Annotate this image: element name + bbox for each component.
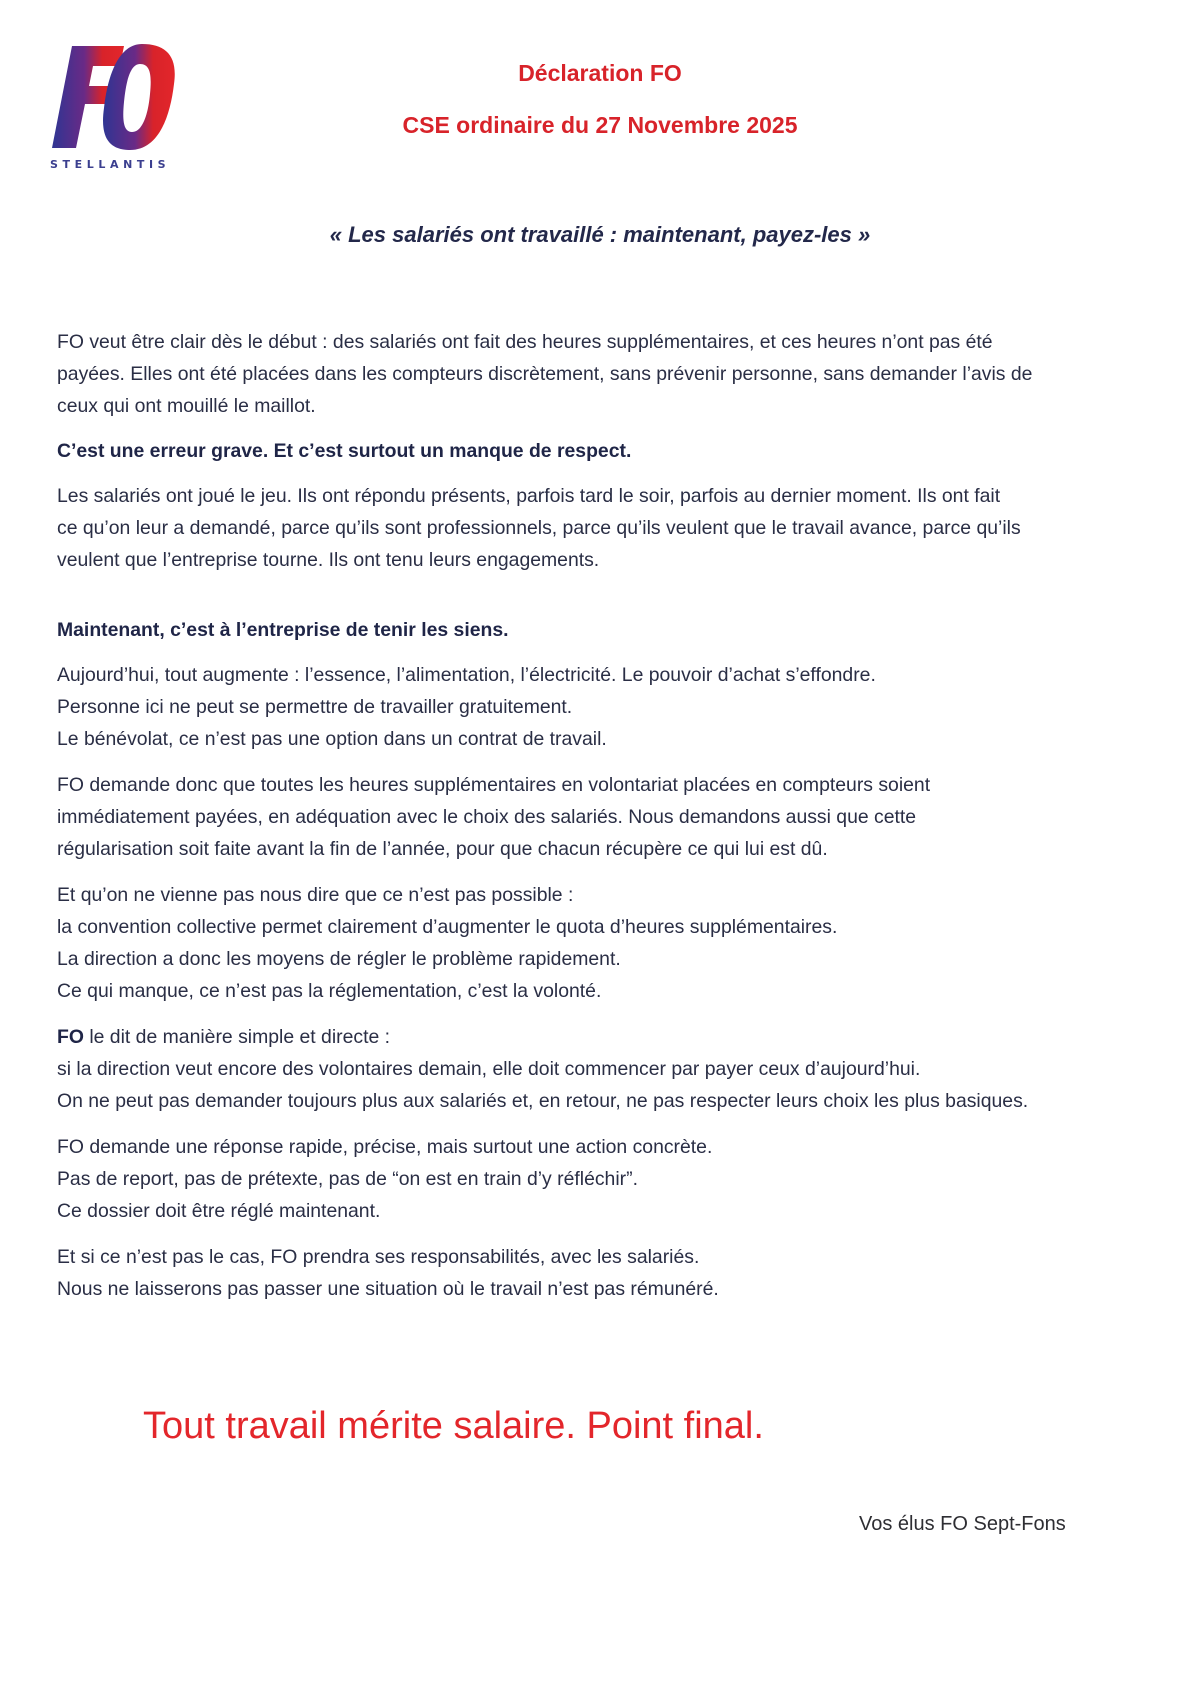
text-line: Aujourd’hui, tout augmente : l’essence, l’alimentation, l’électricité. Le pouvoir d’achat s’effondre. xyxy=(57,664,876,686)
text-line: Les salariés ont joué le jeu. Ils ont répondu présents, parfois tard le soir, parfois au dernier moment. Ils ont fait xyxy=(57,485,1001,507)
fo-logo-icon xyxy=(50,42,182,154)
text-line: On ne peut pas demander toujours plus aux salariés et, en retour, ne pas respecter leurs choix les plus basiques. xyxy=(57,1090,1029,1112)
document-body xyxy=(57,326,1167,1305)
text-line: ce qu’on leur a demandé, parce qu’ils sont professionnels, parce qu’ils veulent que le travail avance, parce qu’ils xyxy=(57,517,1021,539)
logo-subtitle: STELLANTIS xyxy=(50,158,171,171)
text-line: FO veut être clair dès le début : des salariés ont fait des heures supplémentaires, et ces heures n’ont pas été xyxy=(57,331,993,353)
text-line: FO demande donc que toutes les heures supplémentaires en volontariat placées en compteurs soient xyxy=(57,774,931,796)
signature: Vos élus FO Sept-Fons xyxy=(859,1513,1066,1535)
document-header xyxy=(300,58,900,140)
text-line: Personne ici ne peut se permettre de travailler gratuitement. xyxy=(57,696,573,718)
paragraph-company-turn: Maintenant, c’est à l’entreprise de tenir les siens. xyxy=(57,619,509,641)
paragraph-fo-says xyxy=(57,1021,1167,1117)
text-line: payées. Elles ont été placées dans les compteurs discrètement, sans prévenir personne, sans demander l’avis de xyxy=(57,363,1033,385)
document-title: Déclaration FO xyxy=(518,60,682,86)
fo-bold-label: FO xyxy=(57,1026,84,1048)
text-line: FO demande une réponse rapide, précise, mais surtout une action concrète. xyxy=(57,1136,713,1158)
text-line: Et si ce n’est pas le cas, FO prendra ses responsabilités, avec les salariés. xyxy=(57,1246,700,1268)
text-fragment: le dit de manière simple et directe : xyxy=(83,1026,391,1048)
text-line: la convention collective permet clairement d’augmenter le quota d’heures supplémentaires. xyxy=(57,916,838,938)
text-line: veulent que l’entreprise tourne. Ils ont tenu leurs engagements. xyxy=(57,549,600,571)
text-line: régularisation soit faite avant la fin de l’année, pour que chacun récupère ce qui lui est dû. xyxy=(57,838,828,860)
fo-stellantis-logo xyxy=(50,42,180,172)
meeting-date: CSE ordinaire du 27 Novembre 2025 xyxy=(402,112,798,138)
paragraph-demand xyxy=(57,769,1167,865)
paragraph-responsibilities xyxy=(57,1241,1167,1305)
paragraph-salaries-played xyxy=(57,480,1167,576)
text-line: La direction a donc les moyens de régler le problème rapidement. xyxy=(57,948,621,970)
paragraph-respect: C’est une erreur grave. Et c’est surtout un manque de respect. xyxy=(57,440,632,462)
paragraph-cost-of-living xyxy=(57,659,1167,755)
paragraph-response xyxy=(57,1131,1167,1227)
text-line: Pas de report, pas de prétexte, pas de “on est en train d’y réfléchir”. xyxy=(57,1168,638,1190)
paragraph-intro xyxy=(57,326,1167,422)
text-line: Le bénévolat, ce n’est pas une option dans un contrat de travail. xyxy=(57,728,607,750)
text-line: immédiatement payées, en adéquation avec le choix des salariés. Nous demandons aussi que cette xyxy=(57,806,917,828)
text-line: Ce qui manque, ce n’est pas la réglementation, c’est la volonté. xyxy=(57,980,602,1002)
text-line xyxy=(57,1021,1167,1053)
text-line: Nous ne laisserons pas passer une situation où le travail n’est pas rémunéré. xyxy=(57,1278,719,1300)
text-line: si la direction veut encore des volontaires demain, elle doit commencer par payer ceux d’aujourd’hui. xyxy=(57,1058,921,1080)
paragraph-convention xyxy=(57,879,1167,1007)
text-line: Ce dossier doit être réglé maintenant. xyxy=(57,1200,381,1222)
text-line: Et qu’on ne vienne pas nous dire que ce n’est pas possible : xyxy=(57,884,574,906)
document-subtitle: « Les salariés ont travaillé : maintenant, payez-les » xyxy=(329,222,871,247)
slogan: Tout travail mérite salaire. Point final. xyxy=(143,1405,764,1447)
text-line: ceux qui ont mouillé le maillot. xyxy=(57,395,316,417)
